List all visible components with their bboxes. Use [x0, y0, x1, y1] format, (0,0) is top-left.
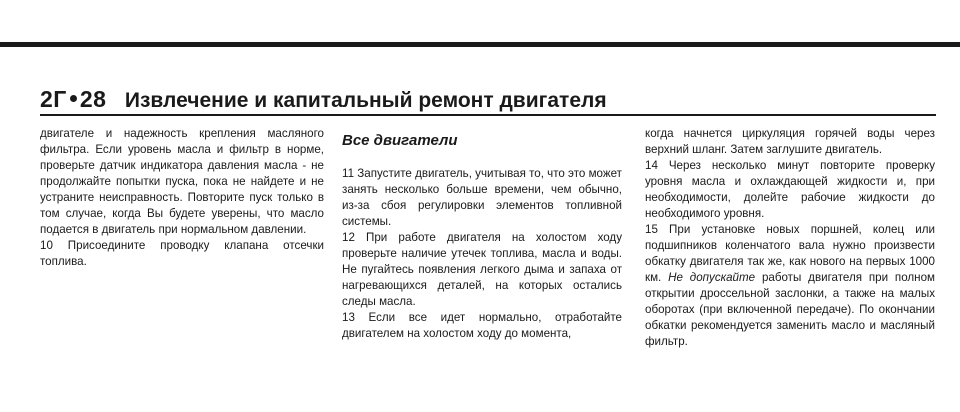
paragraph-text: 15 При установке новых поршней, колец или подшипников коленчатого вала нужно произвести обкатку двигателя так же, как нового на первых 1000 км.: [645, 223, 935, 284]
bullet-icon: [70, 95, 77, 102]
page-header: [40, 86, 607, 113]
section-title: Все двигатели: [342, 132, 458, 149]
paragraph: 10 Присоедините проводку клапана отсечки топлива.: [40, 239, 324, 268]
section-body: [342, 166, 622, 342]
emphasis-text: Не допускайте: [668, 271, 756, 284]
paragraph: [645, 222, 935, 350]
text-column-2: [342, 132, 622, 342]
text-column-3: [645, 126, 935, 350]
paragraph-text: работы двигателя при полном открытии дроссельной заслонки, а также на малых оборотах (при включенной передаче). По окончании обкатки рекомендуется заменить масло и масляный фильтр.: [645, 271, 935, 348]
page-number-section: 2Г: [40, 86, 67, 112]
paragraph: 14 Через несколько минут повторите проверку уровня масла и охлаждающей жидкости и, при необходимости, долейте рабочие жидкости до необходимого уровня.: [645, 159, 935, 220]
chapter-title: Извлечение и капитальный ремонт двигателя: [124, 89, 607, 112]
top-rule: [0, 42, 960, 47]
paragraph: когда начнется циркуляция горячей воды через верхний шланг. Затем заглушите двигатель.: [645, 127, 935, 156]
paragraph: 12 При работе двигателя на холостом ходу проверьте наличие утечек топлива, масла и воды. Не пугайтесь появления легкого дыма и запаха от нагревающихся деталей, на которых остались следы масла.: [342, 231, 622, 308]
paragraph: двигателе и надежность крепления масляного фильтра. Если уровень масла и фильтр в норме, проверьте датчик индикатора давления масла - не продолжайте попытки пуска, пока не найдете и не устраните неисправность. Повторите пуск только в том случае, когда Вы будете уверены, что масло подается в двигатель при нормальном давлении.: [40, 127, 324, 236]
text-column-1: [40, 126, 324, 270]
header-rule: [40, 114, 936, 116]
page-number: [40, 86, 106, 112]
page-number-value: 28: [79, 86, 107, 112]
paragraph: 13 Если все идет нормально, отработайте двигателем на холостом ходу до момента,: [342, 311, 622, 340]
paragraph: 11 Запустите двигатель, учитывая то, что это может занять несколько больше времени, чем обычно, из-за сбоя регулировки элементов топливной системы.: [342, 167, 622, 228]
